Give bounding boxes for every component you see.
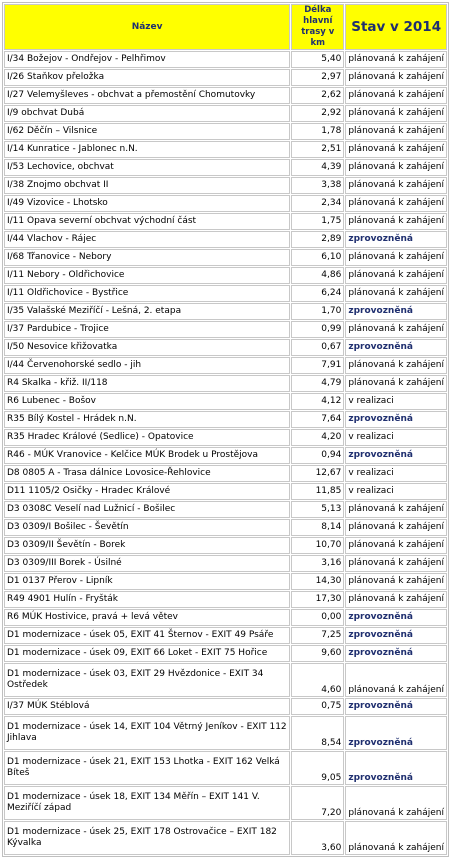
table-row: [4, 555, 447, 572]
table-row: [4, 627, 447, 644]
length-cell: 3,60: [291, 821, 344, 855]
road-name-cell: I/37 MÚK Stéblová: [4, 698, 290, 715]
table-row: [4, 195, 447, 212]
table-row: [4, 716, 447, 750]
table-row: [4, 123, 447, 140]
road-name-cell: D1 modernizace - úsek 05, EXIT 41 Šternov - EXIT 49 Psáře: [4, 627, 290, 644]
state-cell: zprovozněná: [345, 411, 447, 428]
table-row: [4, 141, 447, 158]
state-cell: zprovozněná: [345, 627, 447, 644]
length-cell: 2,89: [291, 231, 344, 248]
road-name-cell: I/26 Staňkov přeložka: [4, 69, 290, 86]
table-row: [4, 519, 447, 536]
road-name-cell: I/37 Pardubice - Trojice: [4, 321, 290, 338]
road-name-cell: R35 Hradec Králové (Sedlice) - Opatovice: [4, 429, 290, 446]
road-name-cell: R46 - MÚK Vranovice - Kelčice MÚK Brodek u Prostějova: [4, 447, 290, 464]
header-row: [4, 4, 447, 50]
state-cell: zprovozněná: [345, 303, 447, 320]
table-row: [4, 321, 447, 338]
state-cell: zprovozněná: [345, 447, 447, 464]
state-cell: plánovaná k zahájení: [345, 123, 447, 140]
length-cell: 8,14: [291, 519, 344, 536]
table-row: [4, 447, 447, 464]
state-cell: plánovaná k zahájení: [345, 321, 447, 338]
length-cell: 11,85: [291, 483, 344, 500]
length-cell: 1,75: [291, 213, 344, 230]
state-cell: plánovaná k zahájení: [345, 159, 447, 176]
table-row: [4, 465, 447, 482]
table-row: [4, 609, 447, 626]
table-row: [4, 751, 447, 785]
state-cell: zprovozněná: [345, 698, 447, 715]
length-cell: 4,12: [291, 393, 344, 410]
length-cell: 4,39: [291, 159, 344, 176]
length-cell: 4,20: [291, 429, 344, 446]
length-cell: 2,34: [291, 195, 344, 212]
table-row: [4, 249, 447, 266]
table-row: [4, 87, 447, 104]
road-name-cell: D1 0137 Přerov - Lipník: [4, 573, 290, 590]
state-cell: plánovaná k zahájení: [345, 537, 447, 554]
state-cell: plánovaná k zahájení: [345, 821, 447, 855]
road-name-cell: D3 0309/III Borek - Úsilné: [4, 555, 290, 572]
road-name-cell: D1 modernizace - úsek 18, EXIT 134 Měřín – EXIT 141 V. Meziříčí západ: [4, 786, 290, 820]
length-cell: 5,13: [291, 501, 344, 518]
table-row: [4, 213, 447, 230]
state-cell: zprovozněná: [345, 716, 447, 750]
table-row: [4, 573, 447, 590]
state-cell: zprovozněná: [345, 339, 447, 356]
road-name-cell: D1 modernizace - úsek 03, EXIT 29 Hvězdonice - EXIT 34 Ostředek: [4, 663, 290, 697]
table-row: [4, 303, 447, 320]
length-cell: 7,64: [291, 411, 344, 428]
length-cell: 2,97: [291, 69, 344, 86]
road-name-cell: D11 1105/2 Osičky - Hradec Králové: [4, 483, 290, 500]
state-cell: zprovozněná: [345, 645, 447, 662]
road-name-cell: I/44 Vlachov - Rájec: [4, 231, 290, 248]
table-header: [4, 4, 447, 50]
state-cell: plánovaná k zahájení: [345, 519, 447, 536]
length-cell: 8,54: [291, 716, 344, 750]
road-name-cell: I/53 Lechovice, obchvat: [4, 159, 290, 176]
state-cell: plánovaná k zahájení: [345, 663, 447, 697]
state-cell: plánovaná k zahájení: [345, 105, 447, 122]
length-cell: 7,25: [291, 627, 344, 644]
road-name-cell: I/11 Oldřichovice - Bystřice: [4, 285, 290, 302]
table-row: [4, 501, 447, 518]
road-name-cell: D1 modernizace - úsek 25, EXIT 178 Ostrovačice – EXIT 182 Kývalka: [4, 821, 290, 855]
table-row: [4, 159, 447, 176]
table-row: [4, 393, 447, 410]
length-cell: 0,99: [291, 321, 344, 338]
road-projects-table: [2, 2, 449, 857]
length-cell: 0,75: [291, 698, 344, 715]
table-row: [4, 698, 447, 715]
state-cell: zprovozněná: [345, 751, 447, 785]
state-cell: plánovaná k zahájení: [345, 249, 447, 266]
road-name-cell: D3 0308C Veselí nad Lužnicí - Bošilec: [4, 501, 290, 518]
table-row: [4, 375, 447, 392]
state-cell: plánovaná k zahájení: [345, 501, 447, 518]
header-length: Délka hlavní trasy v km: [291, 4, 344, 50]
road-name-cell: D8 0805 A - Trasa dálnice Lovosice-Řehlovice: [4, 465, 290, 482]
length-cell: 12,67: [291, 465, 344, 482]
length-cell: 2,62: [291, 87, 344, 104]
table-row: [4, 591, 447, 608]
state-cell: v realizaci: [345, 393, 447, 410]
road-name-cell: I/34 Božejov - Ondřejov - Pelhřimov: [4, 51, 290, 68]
length-cell: 6,10: [291, 249, 344, 266]
header-state: Stav v 2014: [345, 4, 447, 50]
length-cell: 6,24: [291, 285, 344, 302]
state-cell: plánovaná k zahájení: [345, 786, 447, 820]
state-cell: plánovaná k zahájení: [345, 141, 447, 158]
road-name-cell: D3 0309/II Ševětín - Borek: [4, 537, 290, 554]
road-name-cell: R35 Bílý Kostel - Hrádek n.N.: [4, 411, 290, 428]
length-cell: 7,91: [291, 357, 344, 374]
length-cell: 0,00: [291, 609, 344, 626]
table-row: [4, 411, 447, 428]
length-cell: 0,67: [291, 339, 344, 356]
table-row: [4, 69, 447, 86]
road-name-cell: R4 Skalka - křiž. II/118: [4, 375, 290, 392]
length-cell: 10,70: [291, 537, 344, 554]
length-cell: 0,94: [291, 447, 344, 464]
table-row: [4, 51, 447, 68]
road-name-cell: I/49 Vizovice - Lhotsko: [4, 195, 290, 212]
length-cell: 4,79: [291, 375, 344, 392]
length-cell: 1,78: [291, 123, 344, 140]
road-name-cell: I/50 Nesovice křižovatka: [4, 339, 290, 356]
length-cell: 2,92: [291, 105, 344, 122]
road-name-cell: I/38 Znojmo obchvat II: [4, 177, 290, 194]
length-cell: 3,16: [291, 555, 344, 572]
length-cell: 2,51: [291, 141, 344, 158]
length-cell: 4,86: [291, 267, 344, 284]
state-cell: plánovaná k zahájení: [345, 357, 447, 374]
road-name-cell: I/27 Velemyšleves - obchvat a přemostění Chomutovky: [4, 87, 290, 104]
length-cell: 4,60: [291, 663, 344, 697]
table-row: [4, 285, 447, 302]
state-cell: v realizaci: [345, 483, 447, 500]
road-name-cell: D1 modernizace - úsek 21, EXIT 153 Lhotka - EXIT 162 Velká Bíteš: [4, 751, 290, 785]
table-row: [4, 537, 447, 554]
road-name-cell: I/44 Červenohorské sedlo - jih: [4, 357, 290, 374]
table-row: [4, 663, 447, 697]
state-cell: plánovaná k zahájení: [345, 69, 447, 86]
table-row: [4, 231, 447, 248]
length-cell: 1,70: [291, 303, 344, 320]
table-row: [4, 339, 447, 356]
length-cell: 14,30: [291, 573, 344, 590]
header-name: Název: [4, 4, 290, 50]
state-cell: plánovaná k zahájení: [345, 285, 447, 302]
state-cell: plánovaná k zahájení: [345, 375, 447, 392]
state-cell: v realizaci: [345, 465, 447, 482]
state-cell: v realizaci: [345, 429, 447, 446]
road-name-cell: D1 modernizace - úsek 14, EXIT 104 Větrný Jeníkov - EXIT 112 Jihlava: [4, 716, 290, 750]
table-row: [4, 645, 447, 662]
road-name-cell: R6 Lubenec - Bošov: [4, 393, 290, 410]
state-cell: plánovaná k zahájení: [345, 87, 447, 104]
state-cell: plánovaná k zahájení: [345, 267, 447, 284]
table-row: [4, 357, 447, 374]
road-name-cell: I/11 Nebory - Oldřichovice: [4, 267, 290, 284]
road-name-cell: D1 modernizace - úsek 09, EXIT 66 Loket - EXIT 75 Hořice: [4, 645, 290, 662]
table-row: [4, 105, 447, 122]
table-row: [4, 483, 447, 500]
road-name-cell: I/35 Valašské Meziříčí - Lešná, 2. etapa: [4, 303, 290, 320]
length-cell: 7,20: [291, 786, 344, 820]
length-cell: 5,40: [291, 51, 344, 68]
road-name-cell: I/14 Kunratice - Jablonec n.N.: [4, 141, 290, 158]
length-cell: 9,60: [291, 645, 344, 662]
state-cell: plánovaná k zahájení: [345, 213, 447, 230]
state-cell: plánovaná k zahájení: [345, 591, 447, 608]
state-cell: plánovaná k zahájení: [345, 51, 447, 68]
road-name-cell: D3 0309/I Bošilec - Ševětín: [4, 519, 290, 536]
road-name-cell: I/9 obchvat Dubá: [4, 105, 290, 122]
road-name-cell: I/68 Třanovice - Nebory: [4, 249, 290, 266]
length-cell: 3,38: [291, 177, 344, 194]
length-cell: 9,05: [291, 751, 344, 785]
table-row: [4, 177, 447, 194]
road-name-cell: I/11 Opava severní obchvat východní část: [4, 213, 290, 230]
road-name-cell: R49 4901 Hulín - Fryšták: [4, 591, 290, 608]
length-cell: 17,30: [291, 591, 344, 608]
state-cell: zprovozněná: [345, 609, 447, 626]
road-name-cell: R6 MÚK Hostivice, pravá + levá větev: [4, 609, 290, 626]
table-row: [4, 821, 447, 855]
table-row: [4, 786, 447, 820]
table-row: [4, 429, 447, 446]
table-row: [4, 267, 447, 284]
state-cell: plánovaná k zahájení: [345, 555, 447, 572]
state-cell: plánovaná k zahájení: [345, 573, 447, 590]
state-cell: plánovaná k zahájení: [345, 195, 447, 212]
road-name-cell: I/62 Děčín – Vilsnice: [4, 123, 290, 140]
table-body: [4, 51, 447, 855]
state-cell: zprovozněná: [345, 231, 447, 248]
state-cell: plánovaná k zahájení: [345, 177, 447, 194]
